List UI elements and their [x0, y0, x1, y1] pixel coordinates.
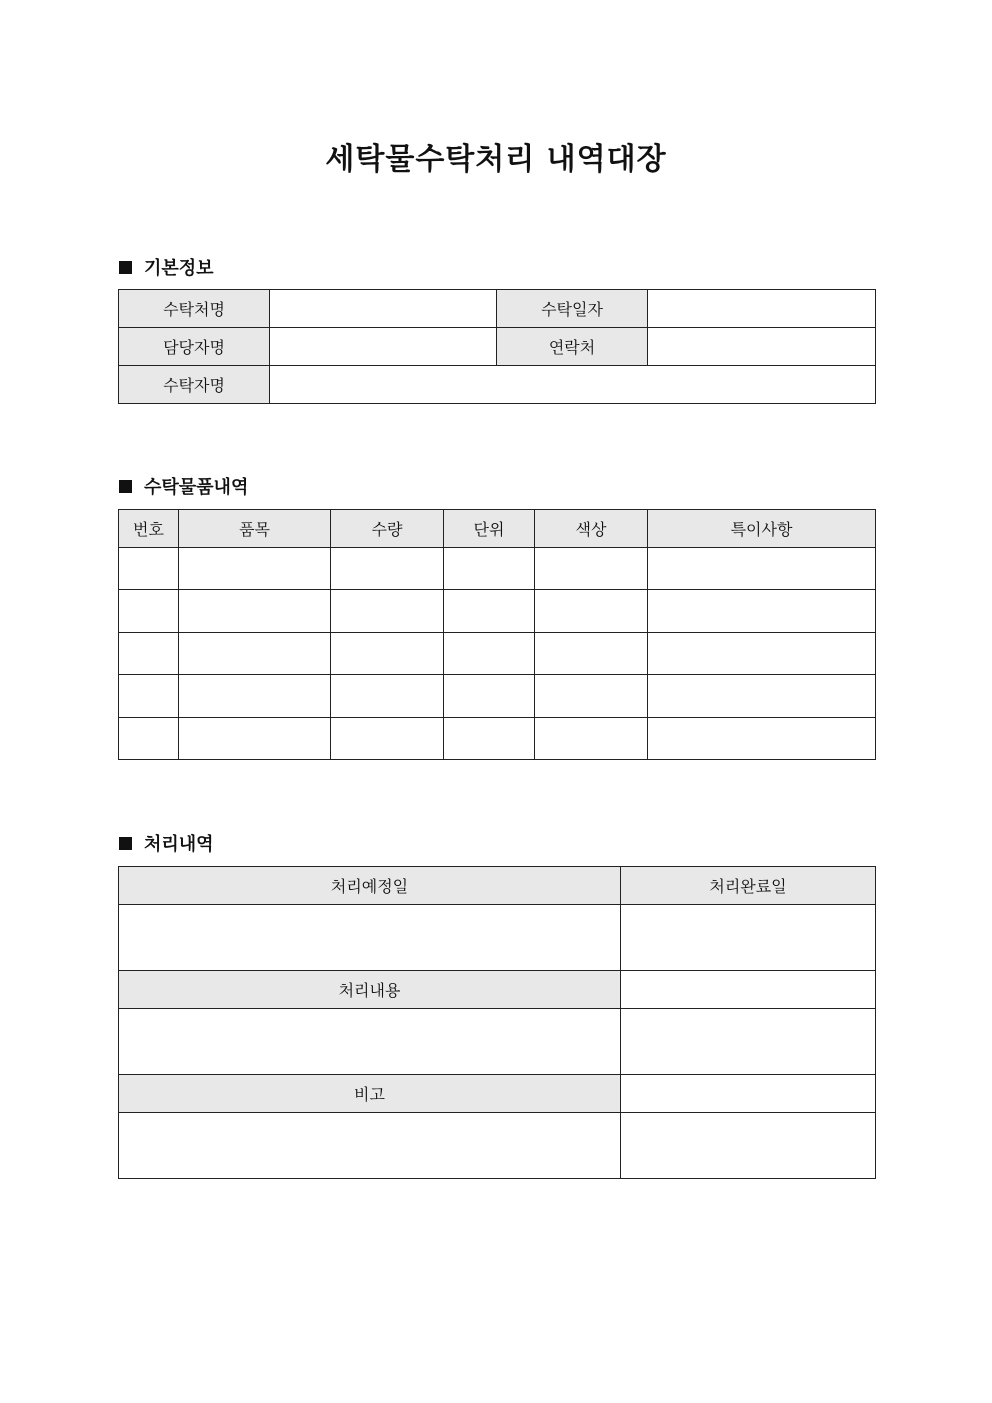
item-cell[interactable]	[179, 548, 331, 590]
contact-label: 연락처	[497, 328, 648, 366]
column-header-color: 색상	[535, 510, 648, 548]
section-heading-label: 처리내역	[144, 834, 214, 855]
color-cell[interactable]	[535, 548, 648, 590]
content-label: 처리내용	[119, 971, 621, 1009]
table-row	[119, 290, 876, 328]
notes-cell[interactable]	[648, 718, 876, 760]
table-row	[119, 590, 876, 633]
item-cell[interactable]	[179, 675, 331, 718]
square-bullet-icon	[119, 480, 132, 493]
contact-field[interactable]	[648, 328, 876, 366]
table-row	[119, 718, 876, 760]
table-row	[119, 548, 876, 590]
quantity-cell[interactable]	[331, 675, 444, 718]
table-row	[119, 366, 876, 404]
column-header-unit: 단위	[444, 510, 535, 548]
column-header-number: 번호	[119, 510, 179, 548]
color-cell[interactable]	[535, 590, 648, 633]
section-heading-label: 수탁물품내역	[144, 477, 249, 498]
notes-cell[interactable]	[648, 675, 876, 718]
manager-name-label: 담당자명	[119, 328, 270, 366]
blank-cell[interactable]	[621, 971, 876, 1009]
quantity-cell[interactable]	[331, 718, 444, 760]
color-cell[interactable]	[535, 675, 648, 718]
table-row	[119, 971, 876, 1009]
quantity-cell[interactable]	[331, 548, 444, 590]
consignor-name-field[interactable]	[270, 290, 497, 328]
consignee-name-label: 수탁자명	[119, 366, 270, 404]
square-bullet-icon	[119, 261, 132, 274]
number-cell[interactable]	[119, 548, 179, 590]
quantity-cell[interactable]	[331, 633, 444, 675]
table-row	[119, 328, 876, 366]
color-cell[interactable]	[535, 718, 648, 760]
section-heading-basic	[119, 254, 214, 280]
item-cell[interactable]	[179, 718, 331, 760]
table-header-row	[119, 867, 876, 905]
number-cell[interactable]	[119, 590, 179, 633]
square-bullet-icon	[119, 837, 132, 850]
color-cell[interactable]	[535, 633, 648, 675]
table-row	[119, 675, 876, 718]
blank-cell[interactable]	[621, 1113, 876, 1179]
remarks-label: 비고	[119, 1075, 621, 1113]
completed-date-label: 처리완료일	[621, 867, 876, 905]
items-table	[118, 509, 876, 760]
completed-date-field[interactable]	[621, 905, 876, 971]
scheduled-date-field[interactable]	[119, 905, 621, 971]
manager-name-field[interactable]	[270, 328, 497, 366]
consign-date-label: 수탁일자	[497, 290, 648, 328]
column-header-quantity: 수량	[331, 510, 444, 548]
table-row	[119, 1113, 876, 1179]
table-row	[119, 633, 876, 675]
number-cell[interactable]	[119, 718, 179, 760]
quantity-cell[interactable]	[331, 590, 444, 633]
item-cell[interactable]	[179, 590, 331, 633]
column-header-item: 품목	[179, 510, 331, 548]
unit-cell[interactable]	[444, 718, 535, 760]
column-header-notes: 특이사항	[648, 510, 876, 548]
notes-cell[interactable]	[648, 590, 876, 633]
unit-cell[interactable]	[444, 633, 535, 675]
blank-cell[interactable]	[621, 1009, 876, 1075]
section-heading-label: 기본정보	[144, 258, 214, 279]
item-cell[interactable]	[179, 633, 331, 675]
table-row	[119, 905, 876, 971]
number-cell[interactable]	[119, 675, 179, 718]
consignee-name-field[interactable]	[270, 366, 876, 404]
table-header-row	[119, 510, 876, 548]
page-title: 세탁물수탁처리 내역대장	[325, 142, 667, 177]
table-row	[119, 1075, 876, 1113]
notes-cell[interactable]	[648, 548, 876, 590]
consignor-name-label: 수탁처명	[119, 290, 270, 328]
processing-table	[118, 866, 876, 1179]
table-row	[119, 1009, 876, 1075]
blank-cell[interactable]	[621, 1075, 876, 1113]
scheduled-date-label: 처리예정일	[119, 867, 621, 905]
section-heading-items	[119, 473, 248, 499]
notes-cell[interactable]	[648, 633, 876, 675]
unit-cell[interactable]	[444, 590, 535, 633]
content-field[interactable]	[119, 1009, 621, 1075]
unit-cell[interactable]	[444, 548, 535, 590]
unit-cell[interactable]	[444, 675, 535, 718]
consign-date-field[interactable]	[648, 290, 876, 328]
remarks-field[interactable]	[119, 1113, 621, 1179]
section-heading-processing	[119, 830, 214, 856]
number-cell[interactable]	[119, 633, 179, 675]
basic-info-table	[118, 289, 876, 404]
